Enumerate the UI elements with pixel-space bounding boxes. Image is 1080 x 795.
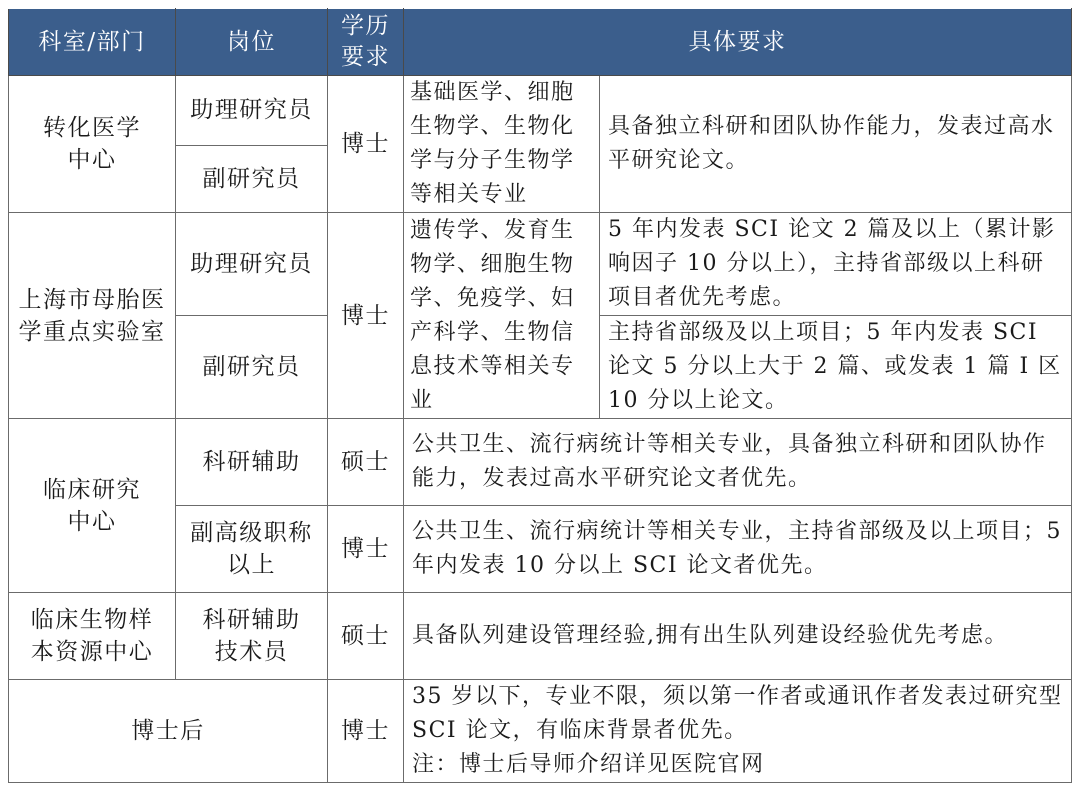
requirement-cell: 公共卫生、流行病统计等相关专业，具备独立科研和团队协作能力，发表过高水平研究论文者优先。 [404, 419, 1072, 506]
education-cell: 博士 [328, 506, 404, 593]
education-cell: 博士 [328, 213, 404, 419]
requirement-cell [404, 680, 1072, 783]
major-cell: 基础医学、细胞生物学、生物化学与分子生物学等相关专业 [404, 76, 600, 213]
header-requirements: 具体要求 [404, 9, 1072, 76]
position-cell: 副高级职称 以上 [176, 506, 328, 593]
requirement-note: 注：博士后导师介绍详见医院官网 [412, 752, 765, 777]
education-cell: 硕士 [328, 593, 404, 680]
table-row [9, 680, 1072, 783]
education-cell: 硕士 [328, 419, 404, 506]
major-cell: 遗传学、发育生物学、细胞生物学、免疫学、妇产科学、生物信息技术等相关专业 [404, 213, 600, 419]
table-row [9, 593, 1072, 680]
header-position: 岗位 [176, 9, 328, 76]
education-cell: 博士 [328, 680, 404, 783]
dept-cell: 临床研究 中心 [9, 419, 176, 593]
recruitment-table [8, 8, 1072, 783]
dept-cell: 上海市母胎医学重点实验室 [9, 213, 176, 419]
table-row [9, 76, 1072, 146]
education-cell: 博士 [328, 76, 404, 213]
table-row [9, 213, 1072, 316]
position-cell: 副研究员 [176, 316, 328, 419]
dept-cell: 转化医学 中心 [9, 76, 176, 213]
position-cell: 科研辅助 [176, 419, 328, 506]
header-dept: 科室/部门 [9, 9, 176, 76]
header-education: 学历 要求 [328, 9, 404, 76]
requirement-cell: 公共卫生、流行病统计等相关专业，主持省部级及以上项目；5 年内发表 10 分以上 SCI 论文者优先。 [404, 506, 1072, 593]
position-cell: 副研究员 [176, 145, 328, 212]
position-cell: 助理研究员 [176, 76, 328, 146]
dept-cell: 博士后 [9, 680, 328, 783]
requirement-cell: 具备队列建设管理经验,拥有出生队列建设经验优先考虑。 [404, 593, 1072, 680]
table-header-row [9, 9, 1072, 76]
position-cell: 科研辅助 技术员 [176, 593, 328, 680]
requirement-cell: 主持省部级及以上项目；5 年内发表 SCI 论文 5 分以上大于 2 篇、或发表 1 篇 I 区 10 分以上论文。 [600, 316, 1072, 419]
dept-cell: 临床生物样 本资源中心 [9, 593, 176, 680]
requirement-cell: 5 年内发表 SCI 论文 2 篇及以上（累计影响因子 10 分以上），主持省部级以上科研项目者优先考虑。 [600, 213, 1072, 316]
requirement-text: 35 岁以下，专业不限，须以第一作者或通讯作者发表过研究型 SCI 论文，有临床背景者优先。 [412, 684, 1063, 743]
table-row [9, 419, 1072, 506]
requirement-cell: 具备独立科研和团队协作能力，发表过高水平研究论文。 [600, 76, 1072, 213]
position-cell: 助理研究员 [176, 213, 328, 316]
